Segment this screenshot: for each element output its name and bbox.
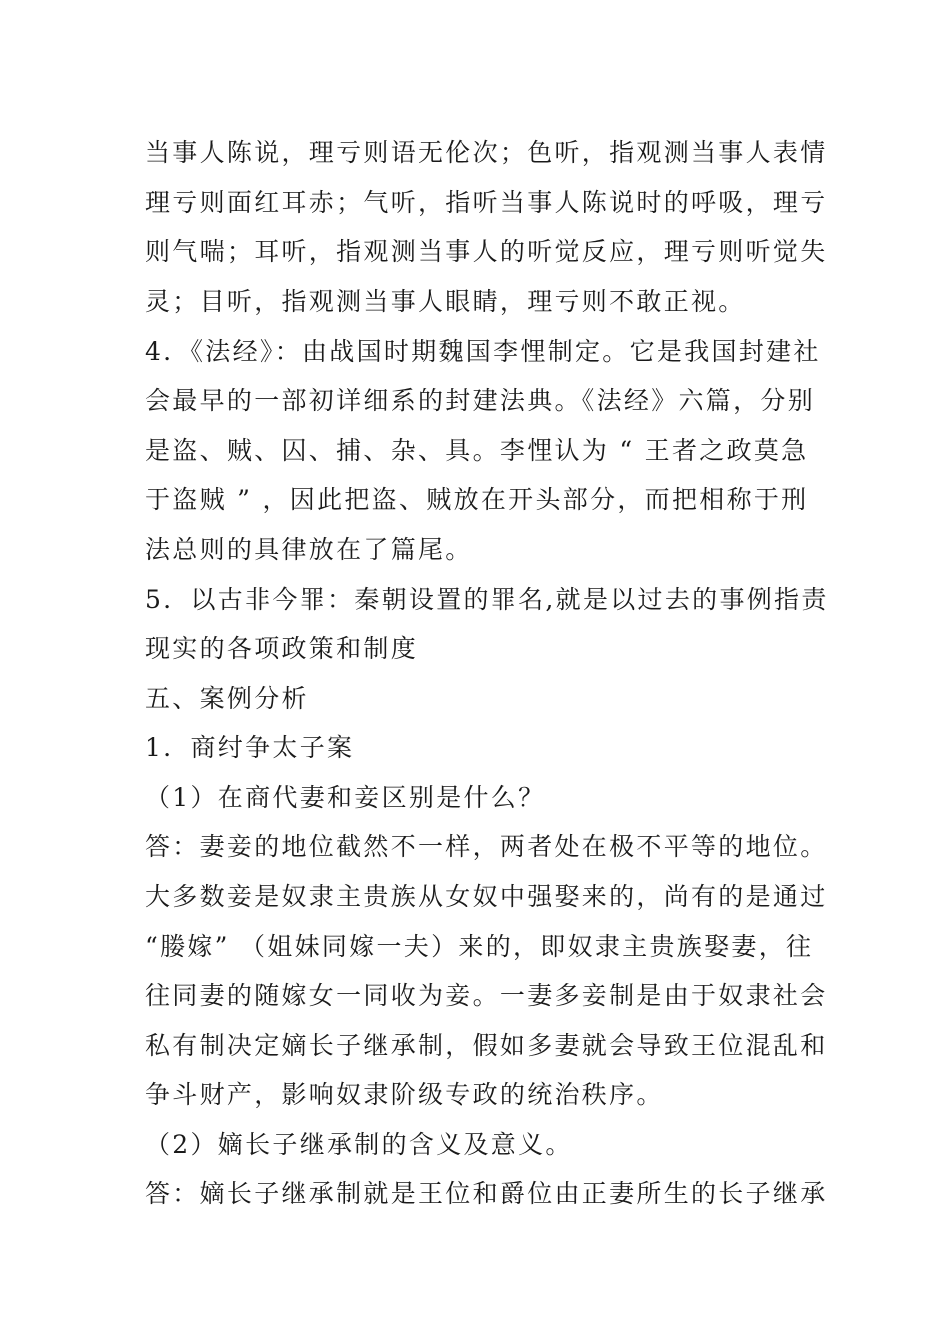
text-line: 灵；目听，指观测当事人眼睛，理亏则不敢正视。 [145, 287, 746, 316]
question-text: （2）嫡长子继承制的含义及意义。 [145, 1130, 573, 1159]
text-line: 5．以古非今罪：秦朝设置的罪名,就是以过去的事例指责 [145, 585, 829, 614]
text-line: 答：嫡长子继承制就是王位和爵位由正妻所生的长子继承 [145, 1179, 828, 1208]
text-line: 答：妻妾的地位截然不一样，两者处在极不平等的地位。 [145, 832, 828, 861]
text-line: 现实的各项政策和制度 [145, 634, 419, 663]
section-heading: 五、案例分析 [145, 684, 309, 713]
text-line: 当事人陈说，理亏则语无伦次；色听，指观测当事人表情 [145, 138, 828, 167]
text-line: “媵嫁” （姐妹同嫁一夫）来的，即奴隶主贵族娶妻，往 [145, 932, 814, 961]
text-line: 4．《法经》：由战国时期魏国李悝制定。它是我国封建社 [145, 337, 821, 366]
text-line: 法总则的具律放在了篇尾。 [145, 535, 473, 564]
text-line: 会最早的一部初详细系的封建法典。《法经》六篇，分别 [145, 386, 816, 415]
case-title: 1．商纣争太子案 [145, 733, 355, 762]
text-line: 是盗、贼、囚、捕、杂、具。李悝认为 “ 王者之政莫急 [145, 436, 809, 465]
text-line: 私有制决定嫡长子继承制，假如多妻就会导致王位混乱和 [145, 1031, 828, 1060]
text-line: 理亏则面红耳赤；气听，指听当事人陈说时的呼吸，理亏 [145, 188, 828, 217]
text-line: 大多数妾是奴隶主贵族从女奴中强娶来的，尚有的是通过 [145, 882, 828, 911]
text-line: 则气喘；耳听，指观测当事人的听觉反应，理亏则听觉失 [145, 237, 828, 266]
text-line: 往同妻的随嫁女一同收为妾。一妻多妾制是由于奴隶社会 [145, 981, 828, 1010]
text-line: 于盗贼 ” ，因此把盗、贼放在开头部分，而把相称于刑 [145, 485, 809, 514]
text-line: 争斗财产，影响奴隶阶级专政的统治秩序。 [145, 1080, 664, 1109]
question-text: （1）在商代妻和妾区别是什么？ [145, 783, 546, 812]
